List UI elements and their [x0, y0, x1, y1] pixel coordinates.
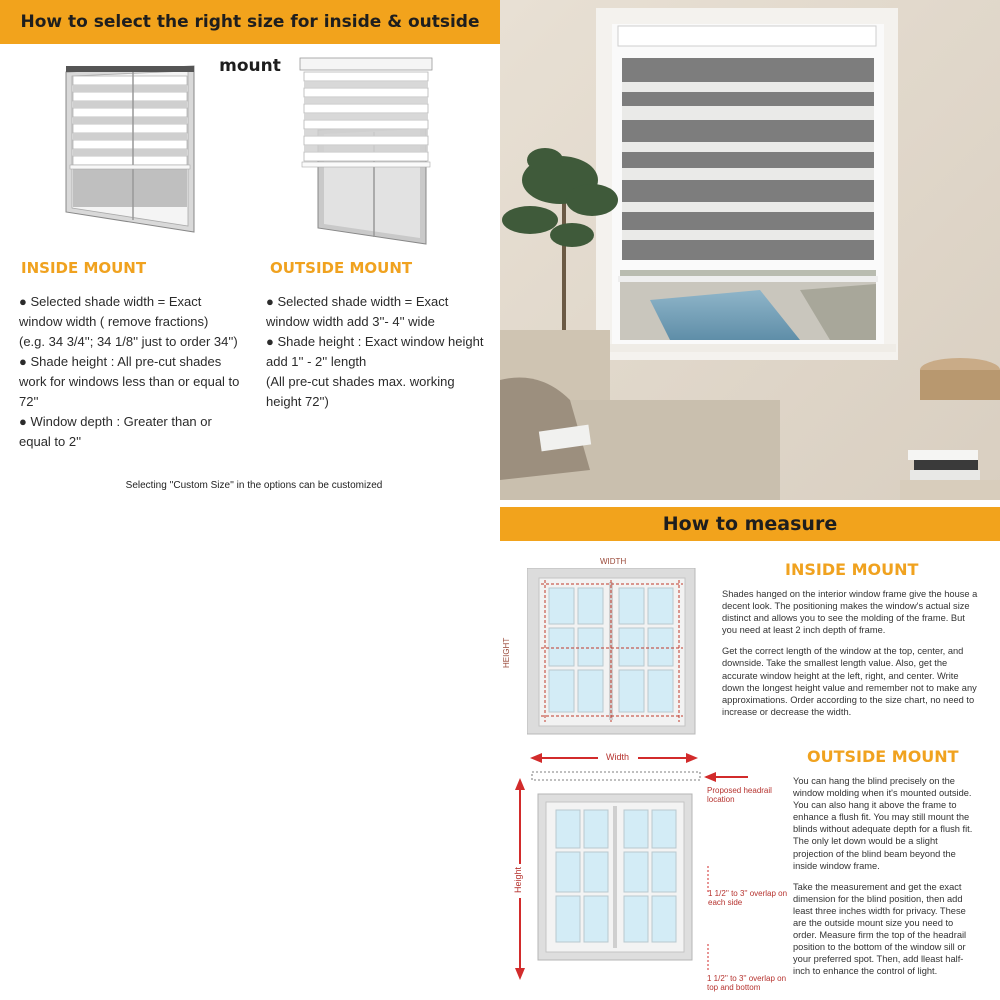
room-photo	[500, 0, 1000, 500]
outside-mount-title: OUTSIDE MOUNT	[270, 259, 413, 277]
outside-line: height 72'')	[266, 394, 329, 409]
outside-line: (All pre-cut shades max. working	[266, 374, 455, 389]
outside-measure-text	[793, 775, 978, 987]
inside-line: ● Selected shade width = Exact	[19, 294, 202, 309]
inside-line: window width ( remove fractions)	[19, 314, 209, 329]
how-to-measure-banner: How to measure	[500, 507, 1000, 541]
overlap-top-bottom-label: 1 1/2'' to 3'' overlap on top and bottom	[707, 974, 787, 992]
outside-line: ● Selected shade width = Exact	[266, 294, 449, 309]
inside-mount-text	[19, 292, 259, 452]
inside-measure-paragraph: Shades hanged on the interior window frame give the house a decent look. The positioning makes the window's actual size distinct and allows you to see the molding of the frame. But you need at least 2 inch depth of frame.	[722, 589, 978, 636]
outside-line: window width add 3''- 4'' wide	[266, 314, 435, 329]
inside-line: 72''	[19, 394, 39, 409]
headrail-label: Proposed headrail location	[707, 786, 772, 804]
inside-line: work for windows less than or equal to	[19, 374, 240, 389]
inside-line: equal to 2''	[19, 434, 82, 449]
inside-measure-text	[722, 588, 978, 727]
inside-mount-title: INSIDE MOUNT	[21, 259, 147, 277]
height-label-upper: HEIGHT	[502, 637, 511, 668]
outside-measure-title: OUTSIDE MOUNT	[807, 747, 959, 766]
width-label-upper: WIDTH	[600, 557, 627, 566]
outside-mount-illustration	[298, 52, 438, 252]
height-label: Height	[513, 866, 523, 893]
inside-line: (e.g. 34 3/4''; 34 1/8'' just to order 34'')	[19, 334, 238, 349]
outside-measure-diagram	[510, 744, 760, 1000]
inside-line: ● Shade height : All pre-cut shades	[19, 354, 222, 369]
inside-line: ● Window depth : Greater than or	[19, 414, 212, 429]
outside-mount-text	[266, 292, 496, 412]
outside-measure-paragraph: Take the measurement and get the exact dimension for the blind position, then add least three inches width for privacy. These are the outside mount size you need to order. Measure firm the top of the headrail position to the bottom of the window sill or your preferred spot. Then, add lleast half-inch to enhance the control of light.	[793, 881, 967, 977]
inside-measure-title: INSIDE MOUNT	[785, 560, 919, 579]
outside-line: add 1'' - 2'' length	[266, 354, 367, 369]
inside-measure-paragraph: Get the correct length of the window at the top, center, and downside. Take the smallest length value. Also, get the accurate window height at the left, right, and center. Write down the longest height value and remember not to make any approximations. Order according to the size chart, no need to increase or decrease the width.	[722, 646, 977, 717]
size-guide-banner: How to select the right size for inside & outside mount	[0, 0, 500, 44]
custom-size-note: Selecting ''Custom Size'' in the options can be customized	[125, 480, 383, 491]
outside-measure-paragraph: You can hang the blind precisely on the window molding when it's mounted outside. You can also hang it above the frame to enhance a flush fit. You may still mount the blinds without adequate depth for a flush fit. The only let down would be a slight projection of the blind beam beyond the inside window frame.	[793, 776, 973, 871]
inside-mount-illustration	[58, 62, 198, 237]
width-label: Width	[606, 752, 630, 762]
overlap-side-label: 1 1/2'' to 3'' overlap on each side	[708, 889, 788, 907]
inside-measure-diagram	[527, 568, 697, 736]
outside-line: ● Shade height : Exact window height	[266, 334, 484, 349]
